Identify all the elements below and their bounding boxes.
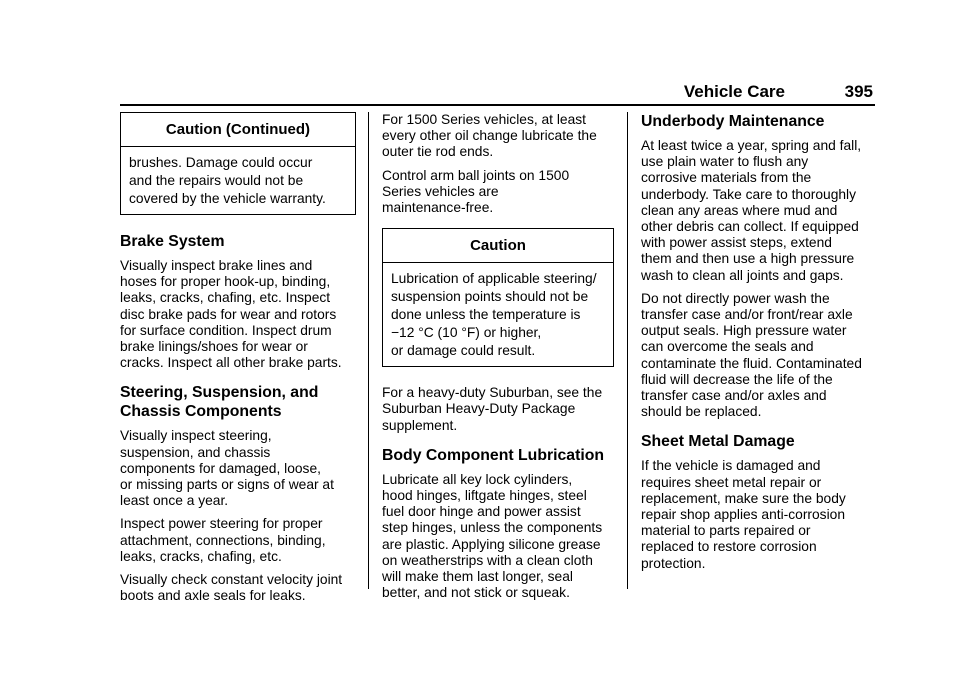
text-line: supplement. xyxy=(382,417,458,433)
heading-line: Steering, Suspension, and xyxy=(120,384,319,402)
sheet-metal-paragraph xyxy=(641,458,877,571)
text-line: corrosive materials from the xyxy=(641,170,812,186)
caution-continued-text xyxy=(121,147,355,214)
text-line: boots and axle seals for leaks. xyxy=(120,588,306,604)
ball-joint-paragraph xyxy=(382,168,614,217)
text-line: transfer case and/or front/rear axle xyxy=(641,307,853,323)
text-line: For a heavy-duty Suburban, see the xyxy=(382,385,603,401)
text-line: least once a year. xyxy=(120,493,229,509)
text-line: transfer case and/or axles and xyxy=(641,388,827,404)
text-line: contaminate the fluid. Contaminated xyxy=(641,355,862,371)
text-line: with power assist steps, extend xyxy=(641,235,832,251)
text-line: and the repairs would not be xyxy=(129,173,304,188)
text-line: replaced to restore corrosion xyxy=(641,539,817,555)
text-line: should be replaced. xyxy=(641,404,762,420)
text-line: Visually inspect brake lines and xyxy=(120,258,313,273)
text-line: output seals. High pressure water xyxy=(641,323,847,339)
text-line: −12 °C (10 °F) or higher, xyxy=(391,325,542,341)
text-line: Do not directly power wash the xyxy=(641,290,830,306)
text-line: For 1500 Series vehicles, at least xyxy=(382,112,586,127)
text-line: wash to clean all joints and gaps. xyxy=(641,267,844,283)
brake-system-paragraph xyxy=(120,258,356,371)
text-line: underbody. Take care to thoroughly xyxy=(641,186,857,202)
caution-title: Caution xyxy=(383,229,613,263)
text-line: attachment, connections, binding, xyxy=(120,532,326,548)
text-line: use plain water to flush any xyxy=(641,154,809,170)
text-line: disc brake pads for wear and rotors xyxy=(120,306,337,322)
text-line: them and then use a high pressure xyxy=(641,251,855,267)
text-line: step hinges, unless the components xyxy=(382,520,603,536)
text-line: or missing parts or signs of wear at xyxy=(120,477,334,493)
steering-paragraph-3 xyxy=(120,572,356,604)
text-line: suspension, and chassis xyxy=(120,444,271,460)
steering-paragraph-1 xyxy=(120,428,356,509)
text-line: hood hinges, liftgate hinges, steel xyxy=(382,488,587,504)
page-number: 395 xyxy=(844,82,873,101)
text-line: replacement, make sure the body xyxy=(641,490,846,506)
sheet-metal-damage-heading: Sheet Metal Damage xyxy=(641,433,795,451)
text-line: Control arm ball joints on 1500 xyxy=(382,167,570,183)
text-line: cracks. Inspect all other brake parts. xyxy=(120,355,342,371)
text-line: better, and not stick or squeak. xyxy=(382,585,570,601)
heading-line: Chassis Components xyxy=(120,403,282,421)
brake-system-heading: Brake System xyxy=(120,233,225,250)
underbody-paragraph-2 xyxy=(641,291,877,421)
steering-paragraph-2 xyxy=(120,516,356,565)
column-divider-left xyxy=(368,112,369,589)
text-line: will make them last longer, seal xyxy=(382,569,573,585)
text-line: every other oil change lubricate the xyxy=(382,128,597,144)
text-line: leaks, cracks, chafing, etc. Inspect xyxy=(120,290,331,306)
section-title: Vehicle Care xyxy=(683,82,785,101)
text-line: done unless the temperature is xyxy=(391,307,581,323)
text-line: Series vehicles are xyxy=(382,183,499,199)
text-line: Suburban Heavy-Duty Package xyxy=(382,401,576,417)
page-header xyxy=(120,80,875,106)
caution-continued-box xyxy=(120,112,356,215)
text-line: brushes. Damage could occur xyxy=(129,155,313,170)
caution-text xyxy=(383,263,613,366)
text-line: repair shop applies anti-corrosion xyxy=(641,507,845,523)
heavy-duty-paragraph xyxy=(382,385,614,434)
caution-continued-title: Caution (Continued) xyxy=(121,113,355,147)
text-line: fluid will decrease the life of the xyxy=(641,371,833,387)
text-line: fuel door hinge and power assist xyxy=(382,504,581,520)
body-lubrication-paragraph xyxy=(382,472,614,602)
column-3 xyxy=(641,112,877,579)
text-line: Visually check constant velocity joint xyxy=(120,572,343,588)
text-line: brake linings/shoes for wear or xyxy=(120,339,308,355)
text-line: components for damaged, loose, xyxy=(120,460,321,476)
column-divider-right xyxy=(627,112,628,589)
text-line: requires sheet metal repair or xyxy=(641,474,822,490)
text-line: other debris can collect. If equipped xyxy=(641,219,859,235)
column-1 xyxy=(120,112,356,611)
caution-box xyxy=(382,228,614,367)
text-line: protection. xyxy=(641,555,706,571)
text-line: Inspect power steering for proper xyxy=(120,516,323,532)
text-line: leaks, cracks, chafing, etc. xyxy=(120,548,282,564)
text-line: for surface condition. Inspect drum xyxy=(120,322,332,338)
text-line: material to parts repaired or xyxy=(641,523,811,539)
text-line: on weatherstrips with a clean cloth xyxy=(382,552,593,568)
underbody-maintenance-heading: Underbody Maintenance xyxy=(641,113,825,130)
text-line: Lubricate all key lock cylinders, xyxy=(382,471,573,487)
text-line: covered by the vehicle warranty. xyxy=(129,191,326,206)
steering-suspension-heading xyxy=(120,383,356,421)
underbody-paragraph-1 xyxy=(641,138,877,284)
text-line: or damage could result. xyxy=(391,343,536,359)
text-line: outer tie rod ends. xyxy=(382,144,494,160)
tie-rod-paragraph xyxy=(382,112,614,161)
text-line: clean any areas where mud and xyxy=(641,202,838,218)
text-line: Lubrication of applicable steering/ xyxy=(391,271,597,287)
body-component-lubrication-heading: Body Component Lubrication xyxy=(382,446,605,464)
text-line: can overcome the seals and xyxy=(641,339,814,355)
text-line: are plastic. Applying silicone grease xyxy=(382,536,601,552)
text-line: maintenance-free. xyxy=(382,200,494,216)
text-line: suspension points should not be xyxy=(391,289,589,305)
text-line: Visually inspect steering, xyxy=(120,428,272,444)
column-2 xyxy=(382,112,614,608)
text-line: hoses for proper hook-up, binding, xyxy=(120,274,331,290)
text-line: At least twice a year, spring and fall, xyxy=(641,138,862,153)
text-line: If the vehicle is damaged and xyxy=(641,458,821,474)
